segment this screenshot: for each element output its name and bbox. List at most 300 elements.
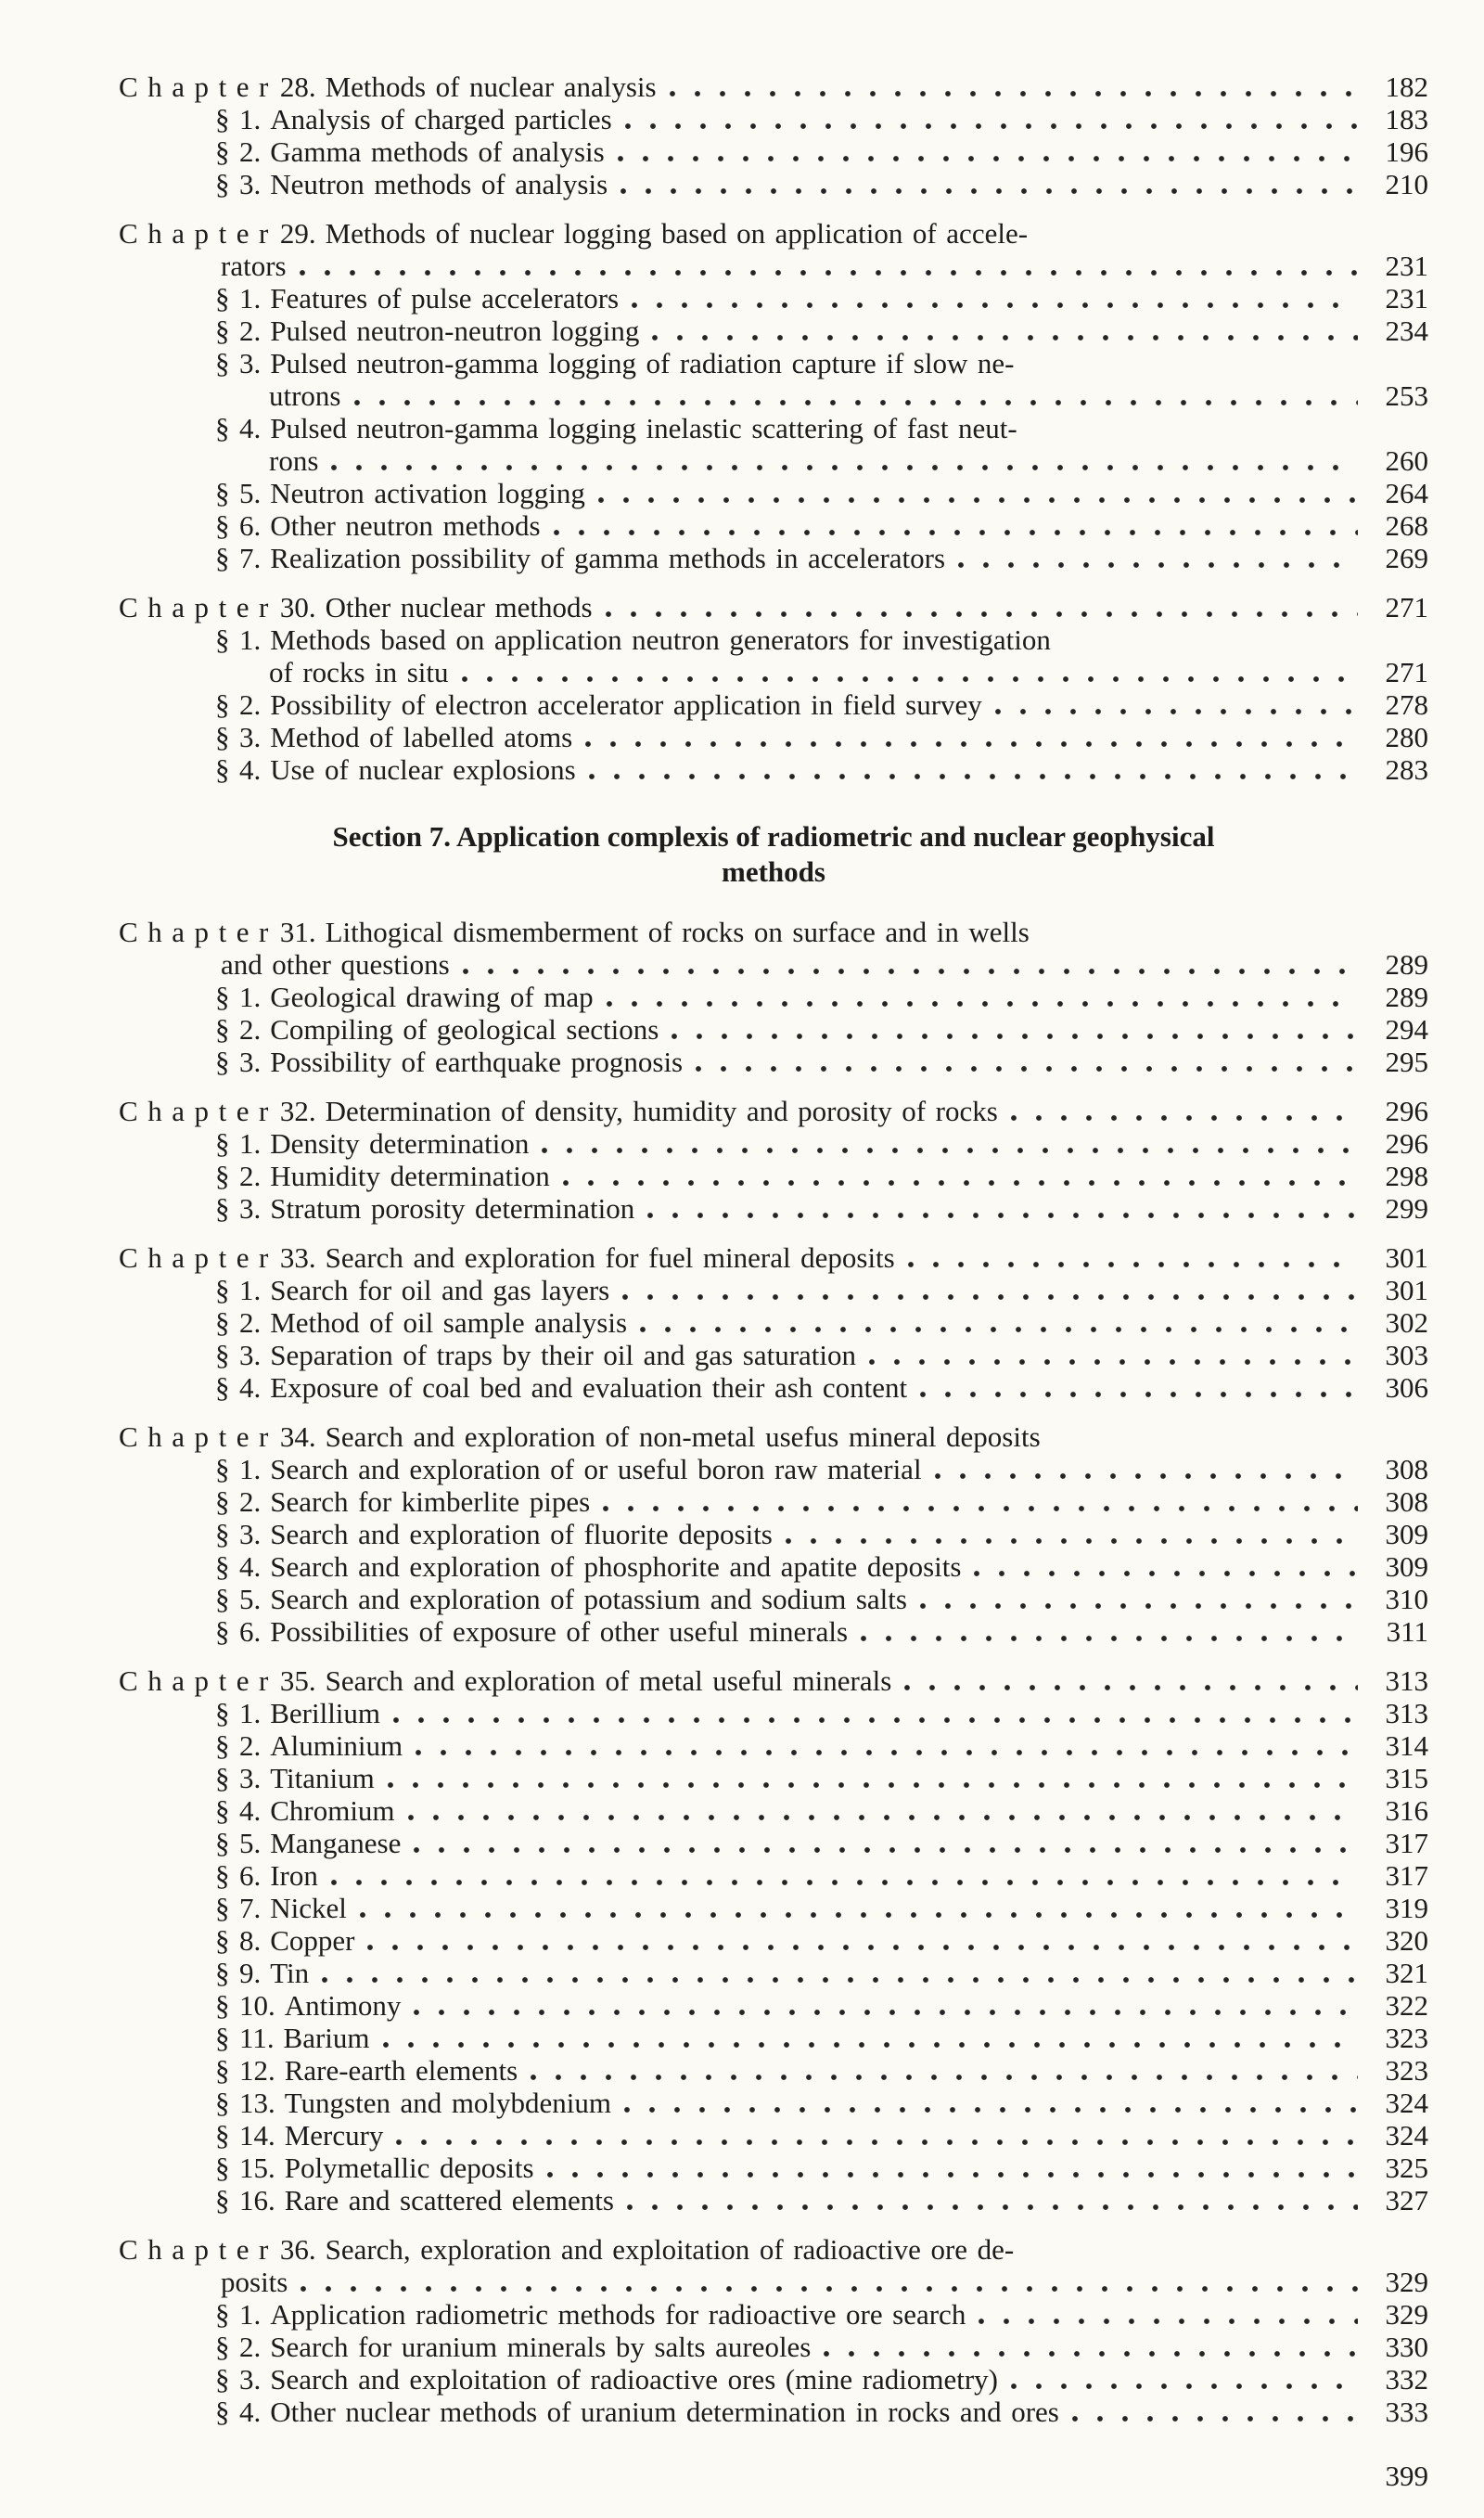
entry-page-number: 329 — [1385, 2266, 1428, 2298]
toc-paragraph-entry — [119, 1306, 1428, 1339]
toc-paragraph-entry — [119, 1762, 1428, 1794]
paragraph-label: § 1. — [215, 2298, 262, 2331]
dot-leader — [606, 611, 1358, 617]
entry-page-number: 320 — [1385, 1924, 1428, 1957]
paragraph-label: § 13. — [215, 2087, 275, 2119]
paragraph-label: § 5. — [215, 477, 262, 509]
entry-title: Realization possibility of gamma methods in accelerators — [270, 542, 946, 574]
toc-line — [119, 1957, 1428, 1989]
entry-title: Search and exploration of phosphorite and apatite deposits — [270, 1550, 962, 1583]
toc-line — [119, 656, 1428, 688]
entry-page-number: 296 — [1385, 1095, 1428, 1127]
entry-page-number: 315 — [1385, 1762, 1428, 1794]
entry-title: Search and exploration for fuel mineral deposits — [325, 1241, 895, 1274]
dot-leader — [462, 676, 1359, 682]
paragraph-label: § 1. — [215, 1274, 262, 1306]
toc-paragraph-entry — [119, 509, 1428, 542]
toc-paragraph-entry — [119, 168, 1428, 200]
toc-paragraph-entry — [119, 1827, 1428, 1859]
toc-paragraph-entry — [119, 753, 1428, 786]
entry-title: Berillium — [270, 1697, 381, 1729]
paragraph-label: § 4. — [215, 1371, 262, 1404]
toc-line — [119, 542, 1428, 574]
entry-page-number: 314 — [1385, 1729, 1428, 1762]
entry-title: Manganese — [270, 1827, 402, 1859]
toc-line — [119, 1697, 1428, 1729]
entry-title: Search and exploration of fluorite deposits — [270, 1518, 773, 1550]
entry-page-number: 280 — [1385, 721, 1428, 753]
entry-page-number: 313 — [1385, 1664, 1428, 1697]
entry-page-number: 325 — [1385, 2152, 1428, 2184]
toc-paragraph-entry — [119, 477, 1428, 509]
toc-paragraph-entry — [119, 2152, 1428, 2184]
paragraph-label: § 3. — [215, 347, 262, 379]
toc-line — [119, 477, 1428, 509]
dot-leader — [672, 1034, 1358, 1039]
toc-line — [119, 1306, 1428, 1339]
entry-page-number: 264 — [1385, 477, 1428, 509]
paragraph-label: § 5. — [215, 1827, 262, 1859]
toc-paragraph-entry — [119, 1794, 1428, 1827]
entry-title: Gamma methods of analysis — [270, 135, 605, 168]
chapter-word: Chapter — [119, 1241, 278, 1274]
paragraph-label: § 5. — [215, 1583, 262, 1615]
toc-paragraph-entry — [119, 1274, 1428, 1306]
toc-paragraph-entry — [119, 2054, 1428, 2087]
toc-paragraph-entry — [119, 1615, 1428, 1648]
paragraph-label: § 3. — [215, 2363, 262, 2396]
toc-chapter-entry — [119, 1241, 1428, 1274]
chapter-word: Chapter — [119, 1420, 278, 1453]
entry-page-number: 295 — [1385, 1046, 1428, 1078]
toc-paragraph-entry — [119, 1859, 1428, 1892]
dot-leader — [786, 1538, 1358, 1544]
toc-line — [119, 1046, 1428, 1078]
toc-line — [119, 1794, 1428, 1827]
toc-line — [119, 591, 1428, 623]
paragraph-label: § 4. — [215, 1794, 262, 1827]
toc-line — [119, 1892, 1428, 1924]
entry-title: Other neutron methods — [270, 509, 541, 542]
toc-paragraph-entry — [119, 1697, 1428, 1729]
dot-leader — [647, 1213, 1358, 1218]
paragraph-label: § 4. — [215, 753, 262, 786]
entry-title: Rare-earth elements — [284, 2054, 518, 2087]
toc-line — [119, 168, 1428, 200]
dot-leader — [585, 741, 1358, 747]
entry-title: Pulsed neutron-neutron logging — [270, 315, 640, 347]
paragraph-label: § 3. — [215, 1339, 262, 1371]
paragraph-label: § 9. — [215, 1957, 262, 1989]
entry-page-number: 324 — [1385, 2087, 1428, 2119]
paragraph-label: § 3. — [215, 1046, 262, 1078]
paragraph-label: § 3. — [215, 168, 262, 200]
toc-line — [119, 250, 1428, 282]
dot-leader — [598, 497, 1358, 503]
toc-paragraph-entry — [119, 1339, 1428, 1371]
dot-leader — [463, 969, 1358, 974]
dot-leader — [696, 1066, 1358, 1072]
paragraph-label: § 3. — [215, 1192, 262, 1225]
entry-page-number: 196 — [1385, 135, 1428, 168]
toc-line — [119, 1192, 1428, 1225]
entry-title: Search and exploitation of radioactive ores (mine radiometry) — [270, 2363, 998, 2396]
entry-page-number: 332 — [1385, 2363, 1428, 2396]
entry-title: rons — [269, 444, 319, 477]
chapter-number: 32. — [279, 1095, 316, 1127]
entry-title: Methods based on application neutron generators for investigation — [270, 623, 1051, 656]
toc-paragraph-entry — [119, 688, 1428, 721]
section-heading-line: Section 7. Application complexis of radiometric and nuclear geophysical — [332, 820, 1215, 853]
toc-line — [119, 2266, 1428, 2298]
entry-title: Methods of nuclear analysis — [325, 71, 657, 103]
chapter-label — [119, 217, 316, 250]
entry-title: Analysis of charged particles — [270, 103, 612, 135]
chapter-label — [119, 1095, 316, 1127]
entry-page-number: 283 — [1385, 753, 1428, 786]
entry-page-number: 308 — [1385, 1453, 1428, 1485]
toc-line — [119, 753, 1428, 786]
dot-leader — [670, 91, 1358, 96]
entry-title: Search for oil and gas layers — [270, 1274, 610, 1306]
dot-leader — [414, 1847, 1358, 1853]
toc-line — [119, 948, 1428, 981]
paragraph-label: § 2. — [215, 1485, 262, 1518]
entry-page-number: 323 — [1385, 2022, 1428, 2054]
entry-title: Aluminium — [270, 1729, 403, 1762]
chapter-number: 34. — [279, 1420, 316, 1453]
entry-title: Possibilities of exposure of other useful minerals — [270, 1615, 849, 1648]
paragraph-label: § 1. — [215, 1127, 262, 1160]
paragraph-label: § 2. — [215, 1160, 262, 1192]
dot-leader — [620, 188, 1358, 194]
toc-line — [119, 2363, 1428, 2396]
entry-page-number: 260 — [1385, 444, 1428, 477]
toc-paragraph-entry — [119, 282, 1428, 315]
toc-line — [119, 916, 1428, 948]
entry-page-number: 294 — [1385, 1013, 1428, 1046]
paragraph-label: § 2. — [215, 1306, 262, 1339]
entry-title: Titanium — [270, 1762, 375, 1794]
toc-paragraph-entry — [119, 103, 1428, 135]
entry-page-number: 322 — [1385, 1989, 1428, 2022]
toc-paragraph-entry — [119, 1453, 1428, 1485]
entry-page-number: 309 — [1385, 1550, 1428, 1583]
chapter-number: 31. — [279, 916, 316, 948]
toc-paragraph-entry — [119, 315, 1428, 347]
entry-page-number: 271 — [1385, 656, 1428, 688]
entry-title: Density determination — [270, 1127, 530, 1160]
paragraph-label: § 16. — [215, 2184, 275, 2216]
entry-page-number: 321 — [1385, 1957, 1428, 1989]
entry-page-number: 269 — [1385, 542, 1428, 574]
dot-leader — [542, 1148, 1358, 1153]
entry-page-number: 316 — [1385, 1794, 1428, 1827]
entry-title: Neutron activation logging — [270, 477, 585, 509]
chapter-number: 36. — [279, 2233, 316, 2266]
paragraph-label: § 7. — [215, 542, 262, 574]
toc-line — [119, 1241, 1428, 1274]
entry-page-number: 183 — [1385, 103, 1428, 135]
toc-line — [119, 1127, 1428, 1160]
dot-leader — [624, 2107, 1358, 2113]
entry-page-number: 231 — [1385, 250, 1428, 282]
chapter-word: Chapter — [119, 217, 278, 250]
entry-page-number: 253 — [1385, 379, 1428, 412]
entry-page-number: 210 — [1385, 168, 1428, 200]
paragraph-label: § 8. — [215, 1924, 262, 1957]
dot-leader — [1011, 2383, 1358, 2389]
entry-title: rators — [221, 250, 287, 282]
entry-title: Method of labelled atoms — [270, 721, 573, 753]
entry-title: Polymetallic deposits — [284, 2152, 534, 2184]
dot-leader — [1072, 2416, 1358, 2422]
toc-line — [119, 1339, 1428, 1371]
dot-leader — [974, 1571, 1358, 1576]
dot-leader — [603, 1506, 1358, 1511]
toc-paragraph-entry — [119, 2087, 1428, 2119]
dot-leader — [627, 2204, 1358, 2210]
dot-leader — [531, 2075, 1358, 2080]
dot-leader — [300, 270, 1358, 276]
toc-line — [119, 1420, 1428, 1453]
toc-line — [119, 379, 1428, 412]
entry-title: Determination of density, humidity and porosity of rocks — [325, 1095, 998, 1127]
page-folio: 399 — [1385, 2460, 1428, 2492]
entry-title: of rocks in situ — [269, 656, 449, 688]
paragraph-label: § 1. — [215, 103, 262, 135]
toc-paragraph-entry — [119, 412, 1428, 477]
toc-paragraph-entry — [119, 1957, 1428, 1989]
entry-title: Tungsten and molybdenium — [284, 2087, 612, 2119]
toc-line — [119, 1485, 1428, 1518]
toc-line — [119, 1762, 1428, 1794]
dot-leader — [414, 2010, 1358, 2015]
dot-leader — [607, 1001, 1358, 1007]
dot-leader — [331, 465, 1358, 470]
entry-page-number: 317 — [1385, 1827, 1428, 1859]
dot-leader — [301, 2286, 1358, 2292]
entry-title: Exposure of coal bed and evaluation their ash content — [270, 1371, 908, 1404]
entry-page-number: 313 — [1385, 1697, 1428, 1729]
dot-leader — [396, 2139, 1358, 2145]
paragraph-label: § 1. — [215, 623, 262, 656]
toc-paragraph-entry — [119, 1371, 1428, 1404]
paragraph-label: § 6. — [215, 1615, 262, 1648]
dot-leader — [995, 709, 1358, 714]
dot-leader — [824, 2351, 1358, 2357]
entry-page-number: 323 — [1385, 2054, 1428, 2087]
toc-paragraph-entry — [119, 1013, 1428, 1046]
paragraph-label: § 2. — [215, 315, 262, 347]
toc-paragraph-entry — [119, 1160, 1428, 1192]
toc-paragraph-entry — [119, 1550, 1428, 1583]
toc-paragraph-entry — [119, 1989, 1428, 2022]
toc-chapter-entry — [119, 916, 1428, 981]
toc-line — [119, 1615, 1428, 1648]
entry-title: Search for uranium minerals by salts aureoles — [270, 2331, 812, 2363]
entry-title: Use of nuclear explosions — [270, 753, 576, 786]
toc-paragraph-entry — [119, 1583, 1428, 1615]
toc-line — [119, 2298, 1428, 2331]
toc-chapter-entry — [119, 1664, 1428, 1697]
toc-paragraph-entry — [119, 2363, 1428, 2396]
paragraph-label: § 11. — [215, 2022, 275, 2054]
entry-page-number: 327 — [1385, 2184, 1428, 2216]
paragraph-label: § 2. — [215, 1013, 262, 1046]
entry-title: Application radiometric methods for radioactive ore search — [270, 2298, 966, 2331]
dot-leader — [360, 1912, 1358, 1918]
entry-title: Lithogical dismemberment of rocks on surface and in wells — [325, 916, 1030, 948]
toc-line — [119, 2233, 1428, 2266]
entry-page-number: 289 — [1385, 981, 1428, 1013]
dot-leader — [589, 774, 1358, 779]
entry-page-number: 308 — [1385, 1485, 1428, 1518]
entry-page-number: 330 — [1385, 2331, 1428, 2363]
dot-leader — [547, 2172, 1358, 2178]
toc-line — [119, 1859, 1428, 1892]
toc-chapter-entry — [119, 591, 1428, 623]
entry-page-number: 271 — [1385, 591, 1428, 623]
toc-line — [119, 1924, 1428, 1957]
entry-title: Antimony — [284, 1989, 402, 2022]
toc-line — [119, 2184, 1428, 2216]
toc-line — [119, 1518, 1428, 1550]
chapter-word: Chapter — [119, 1664, 278, 1697]
toc-line — [119, 509, 1428, 542]
paragraph-label: § 7. — [215, 1892, 262, 1924]
entry-title: Barium — [283, 2022, 370, 2054]
entry-page-number: 299 — [1385, 1192, 1428, 1225]
toc-line — [119, 1729, 1428, 1762]
entry-title: Rare and scattered elements — [284, 2184, 614, 2216]
toc-line — [119, 2022, 1428, 2054]
dot-leader — [367, 1945, 1358, 1950]
entry-page-number: 333 — [1385, 2396, 1428, 2428]
entry-title: Search and exploration of metal useful minerals — [325, 1664, 892, 1697]
paragraph-label: § 1. — [215, 981, 262, 1013]
entry-title: Search, exploration and exploitation of radioactive ore de- — [325, 2233, 1015, 2266]
toc-paragraph-entry — [119, 2298, 1428, 2331]
chapter-label — [119, 1420, 316, 1453]
toc-line — [119, 1453, 1428, 1485]
paragraph-label: § 6. — [215, 509, 262, 542]
entry-page-number: 303 — [1385, 1339, 1428, 1371]
table-of-contents — [119, 71, 1428, 2428]
entry-page-number: 329 — [1385, 2298, 1428, 2331]
toc-paragraph-entry — [119, 1485, 1428, 1518]
toc-paragraph-entry — [119, 1046, 1428, 1078]
entry-title: Pulsed neutron-gamma logging of radiation capture if slow ne- — [270, 347, 1015, 379]
toc-line — [119, 315, 1428, 347]
dot-leader — [354, 400, 1359, 405]
entry-title: Other nuclear methods of uranium determination in rocks and ores — [270, 2396, 1059, 2428]
paragraph-label: § 10. — [215, 1989, 275, 2022]
chapter-word: Chapter — [119, 2233, 278, 2266]
paragraph-label: § 4. — [215, 1550, 262, 1583]
chapter-number: 35. — [279, 1664, 316, 1697]
toc-paragraph-entry — [119, 721, 1428, 753]
toc-line — [119, 282, 1428, 315]
entry-title: Compiling of geological sections — [270, 1013, 659, 1046]
toc-line — [119, 217, 1428, 250]
paragraph-label: § 3. — [215, 1518, 262, 1550]
chapter-number: 33. — [279, 1241, 316, 1274]
entry-title: Possibility of earthquake prognosis — [270, 1046, 684, 1078]
chapter-word: Chapter — [119, 1095, 278, 1127]
toc-line — [119, 981, 1428, 1013]
toc-line — [119, 2152, 1428, 2184]
entry-title: Methods of nuclear logging based on application of accele- — [325, 217, 1029, 250]
entry-page-number: 302 — [1385, 1306, 1428, 1339]
toc-chapter-entry — [119, 1420, 1428, 1453]
dot-leader — [920, 1603, 1358, 1609]
entry-page-number: 182 — [1385, 71, 1428, 103]
toc-line — [119, 1550, 1428, 1583]
entry-title: Possibility of electron accelerator application in field survey — [270, 688, 982, 721]
dot-leader — [416, 1750, 1358, 1755]
paragraph-label: § 4. — [215, 2396, 262, 2428]
toc-paragraph-entry — [119, 1192, 1428, 1225]
section-heading-line: methods — [722, 855, 825, 888]
chapter-word: Chapter — [119, 916, 278, 948]
chapter-label — [119, 916, 316, 948]
toc-chapter-entry — [119, 217, 1428, 282]
entry-page-number: 317 — [1385, 1859, 1428, 1892]
entry-page-number: 306 — [1385, 1371, 1428, 1404]
entry-page-number: 289 — [1385, 948, 1428, 981]
dot-leader — [640, 1327, 1358, 1332]
toc-line — [119, 623, 1428, 656]
dot-leader — [979, 2319, 1358, 2324]
paragraph-label: § 3. — [215, 721, 262, 753]
dot-leader — [563, 1180, 1358, 1186]
entry-title: posits — [221, 2266, 288, 2298]
paragraph-label: § 2. — [215, 1729, 262, 1762]
paragraph-label: § 15. — [215, 2152, 275, 2184]
dot-leader — [869, 1359, 1358, 1365]
entry-title: Features of pulse accelerators — [270, 282, 620, 315]
dot-leader — [625, 123, 1358, 129]
chapter-label — [119, 1241, 316, 1274]
toc-line — [119, 2331, 1428, 2363]
entry-page-number: 301 — [1385, 1274, 1428, 1306]
toc-line — [119, 135, 1428, 168]
dot-leader — [904, 1685, 1358, 1690]
dot-leader — [908, 1262, 1358, 1267]
entry-title: Tin — [270, 1957, 310, 1989]
toc-line — [119, 71, 1428, 103]
entry-page-number: 268 — [1385, 509, 1428, 542]
dot-leader — [388, 1782, 1358, 1788]
chapter-label — [119, 1664, 316, 1697]
chapter-number: 28. — [279, 71, 316, 103]
dot-leader — [935, 1473, 1358, 1479]
section-heading — [119, 819, 1428, 890]
toc-line — [119, 1827, 1428, 1859]
entry-title: Separation of traps by their oil and gas saturation — [270, 1339, 857, 1371]
dot-leader — [322, 1977, 1358, 1983]
toc-line — [119, 1371, 1428, 1404]
entry-title: Other nuclear methods — [325, 591, 593, 623]
entry-page-number: 319 — [1385, 1892, 1428, 1924]
chapter-word: Chapter — [119, 71, 278, 103]
chapter-number: 30. — [279, 591, 316, 623]
chapter-word: Chapter — [119, 591, 278, 623]
entry-title: Mercury — [284, 2119, 384, 2152]
chapter-number: 29. — [279, 217, 316, 250]
entry-title: Search and exploration of potassium and sodium salts — [270, 1583, 907, 1615]
